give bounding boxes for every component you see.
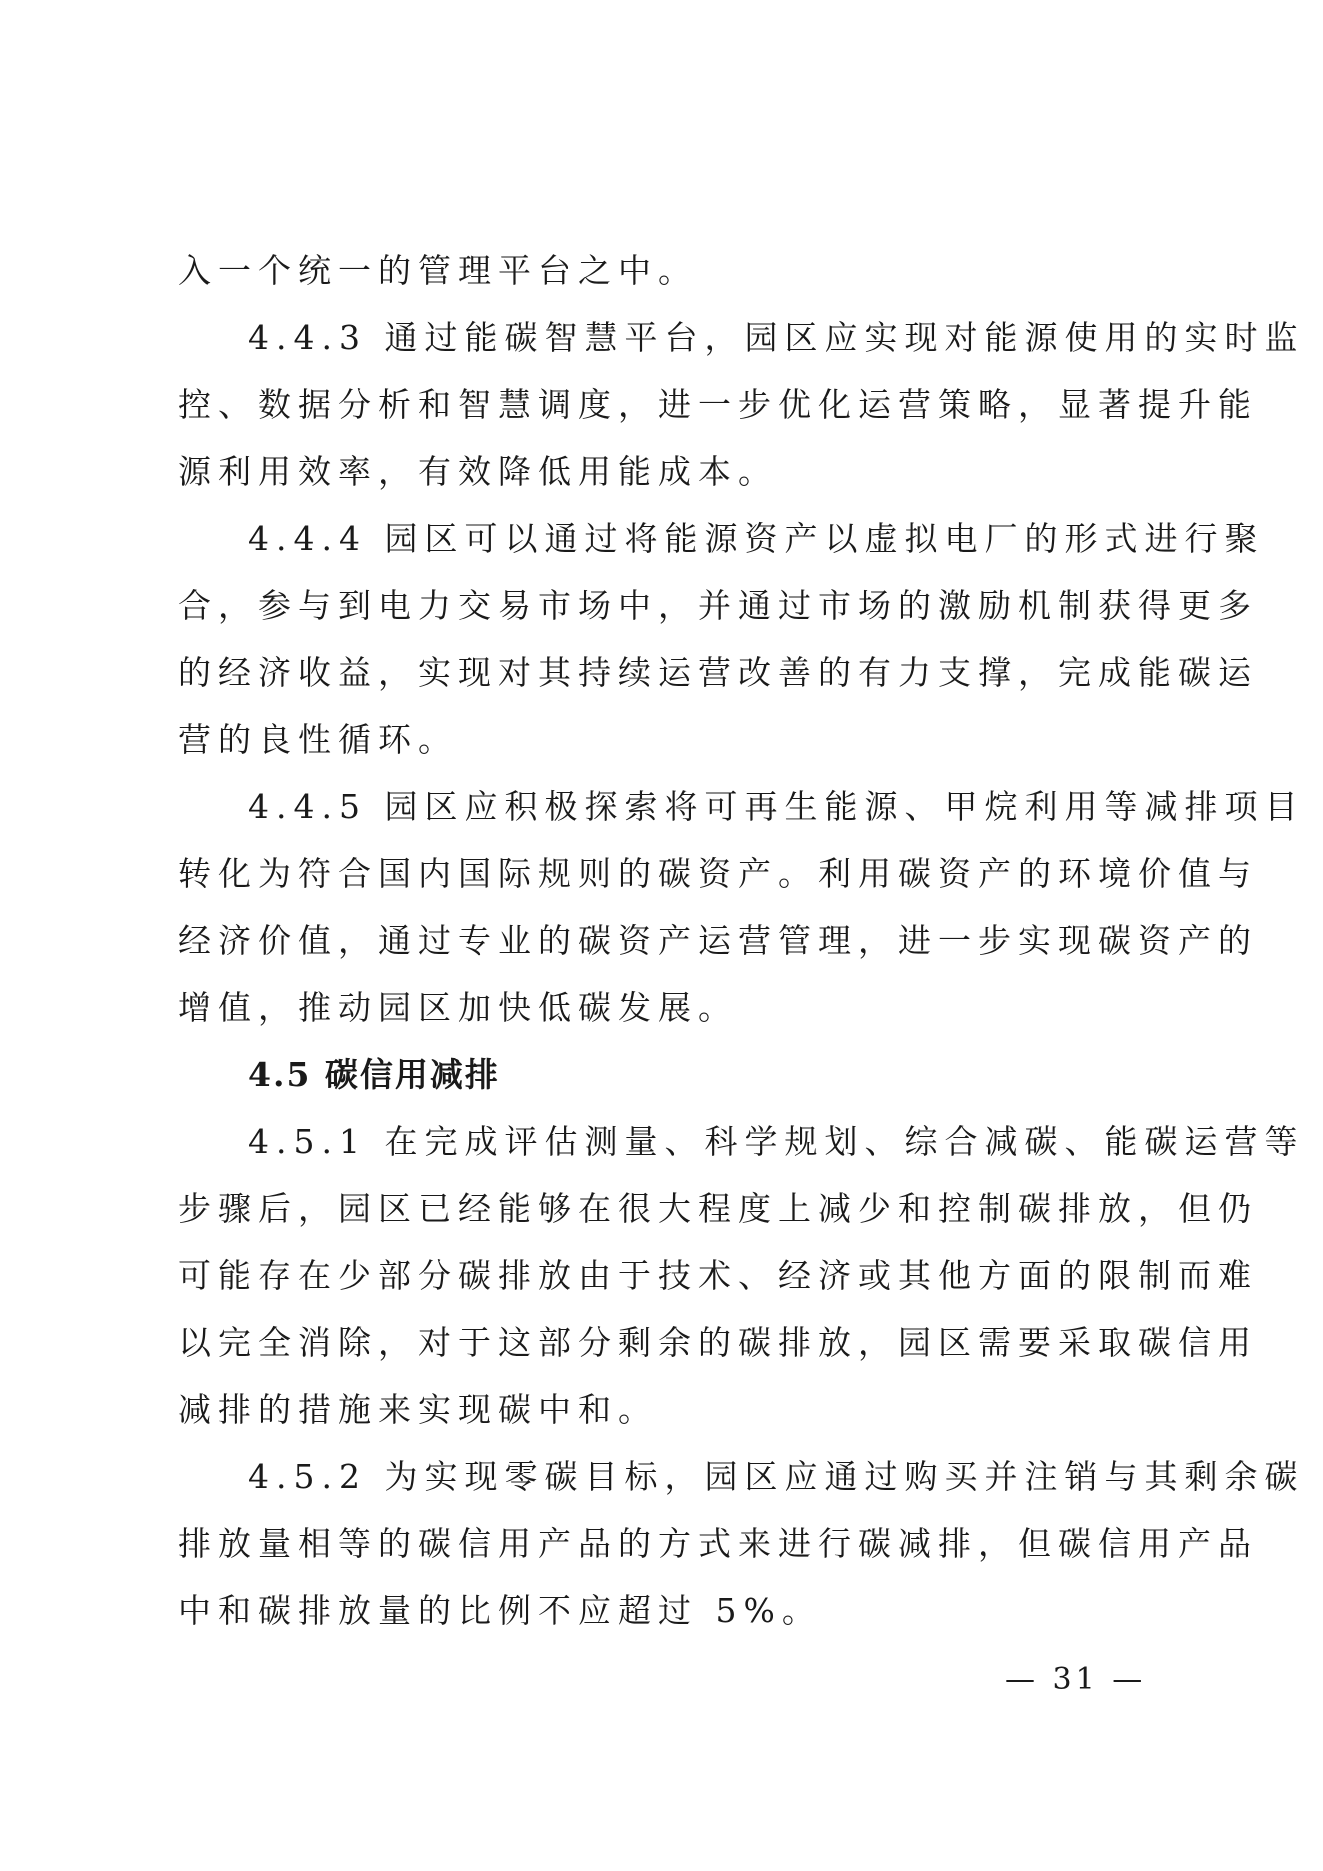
paragraph-4-4-4-line: 4.4.4 园区可以通过将能源资产以虚拟电厂的形式进行聚 xyxy=(248,519,1265,558)
paragraph-4-4-5-line: 增值，推动园区加快低碳发展。 xyxy=(178,988,738,1027)
paragraph-4-5-2-line: 4.5.2 为实现零碳目标，园区应通过购买并注销与其剩余碳 xyxy=(248,1457,1305,1496)
paragraph-4-4-4-line: 的经济收益，实现对其持续运营改善的有力支撑，完成能碳运 xyxy=(178,653,1258,692)
paragraph-4-5-2-line: 中和碳排放量的比例不应超过 5%。 xyxy=(178,1591,822,1630)
page-number: — 31 — xyxy=(1005,1662,1147,1697)
paragraph-4-5-1-line: 以完全消除，对于这部分剩余的碳排放，园区需要采取碳信用 xyxy=(178,1323,1258,1362)
paragraph-4-5-2-line: 排放量相等的碳信用产品的方式来进行碳减排，但碳信用产品 xyxy=(178,1524,1258,1563)
paragraph-4-4-3-line: 源利用效率，有效降低用能成本。 xyxy=(178,452,778,491)
paragraph-4-5-1-line: 减排的措施来实现碳中和。 xyxy=(178,1390,658,1429)
paragraph-4-5-1-line: 可能存在少部分碳排放由于技术、经济或其他方面的限制而难 xyxy=(178,1256,1258,1295)
paragraph-4-4-3-line: 4.4.3 通过能碳智慧平台，园区应实现对能源使用的实时监 xyxy=(248,318,1305,357)
paragraph-4-4-4-line: 合，参与到电力交易市场中，并通过市场的激励机制获得更多 xyxy=(178,586,1258,625)
section-heading-4-5: 4.5 碳信用减排 xyxy=(248,1055,500,1094)
paragraph-4-5-1-line: 步骤后，园区已经能够在很大程度上减少和控制碳排放，但仍 xyxy=(178,1189,1258,1228)
paragraph-4-5-1-line: 4.5.1 在完成评估测量、科学规划、综合减碳、能碳运营等 xyxy=(248,1122,1305,1161)
paragraph-4-4-5-line: 转化为符合国内国际规则的碳资产。利用碳资产的环境价值与 xyxy=(178,854,1258,893)
paragraph-4-4-4-line: 营的良性循环。 xyxy=(178,720,458,759)
paragraph-4-4-5-line: 经济价值，通过专业的碳资产运营管理，进一步实现碳资产的 xyxy=(178,921,1258,960)
paragraph-4-4-5-line: 4.4.5 园区应积极探索将可再生能源、甲烷利用等减排项目 xyxy=(248,787,1305,826)
paragraph-4-4-3-line: 控、数据分析和智慧调度，进一步优化运营策略，显著提升能 xyxy=(178,385,1258,424)
text-line: 入一个统一的管理平台之中。 xyxy=(178,251,698,290)
body-text xyxy=(178,237,1305,1644)
